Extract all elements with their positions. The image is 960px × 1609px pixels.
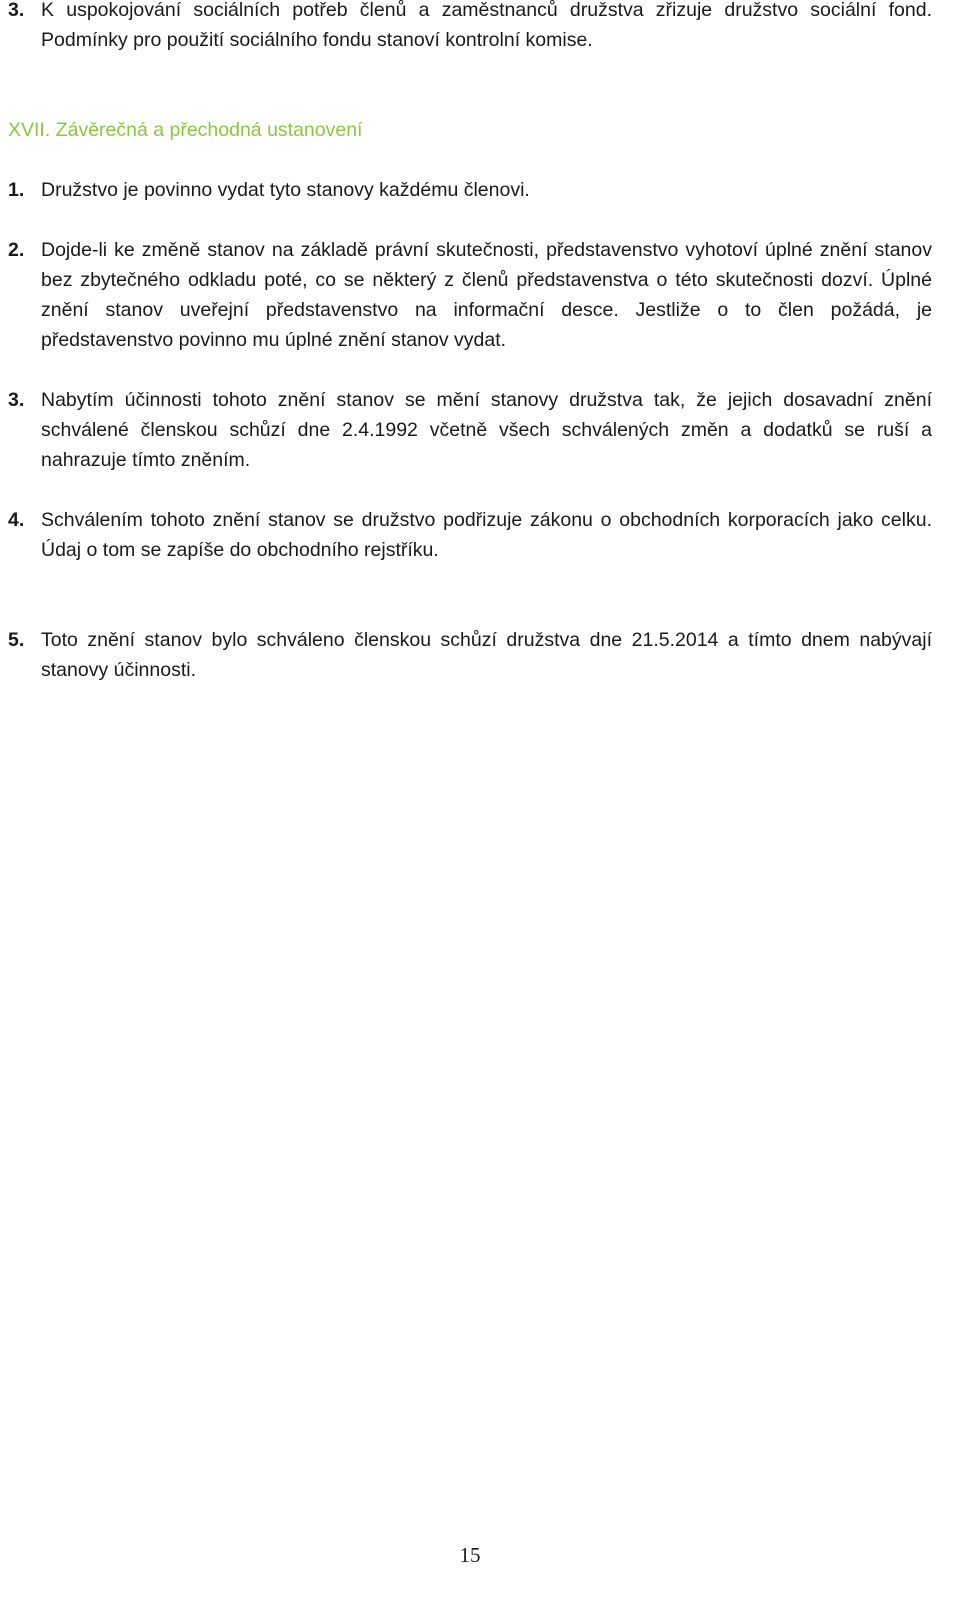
paragraph-intro-3 <box>8 0 932 55</box>
paragraph-text: Schválením tohoto znění stanov se družstvo podřizuje zákonu o obchodních korporacích jako celku. Údaj o tom se zapíše do obchodního rejstříku. <box>41 509 932 561</box>
paragraph-text: Nabytím účinnosti tohoto znění stanov se mění stanovy družstva tak, že jejich dosavadní znění schválené členskou schůzí dne 2.4.1992 včetně všech schválených změn a dodatků se ruší a nahrazuje tímto zněním. <box>41 389 932 471</box>
paragraph-number: 4. <box>8 509 25 531</box>
paragraph-text: Toto znění stanov bylo schváleno členskou schůzí družstva dne 21.5.2014 a tímto dnem nabývají stanovy účinnosti. <box>41 629 932 681</box>
paragraph-item-2 <box>8 235 932 355</box>
section-heading: XVII. Závěrečná a přechodná ustanovení <box>8 119 363 141</box>
paragraph-item-1 <box>8 175 932 205</box>
paragraph-number: 5. <box>8 629 25 651</box>
paragraph-number: 3. <box>8 0 25 21</box>
paragraph-text: K uspokojování sociálních potřeb členů a zaměstnanců družstva zřizuje družstvo sociální fond. Podmínky pro použití sociálního fondu stanoví kontrolní komise. <box>41 0 932 51</box>
paragraph-item-4 <box>8 505 932 565</box>
paragraph-item-3 <box>8 385 932 475</box>
paragraph-number: 1. <box>8 179 25 201</box>
paragraph-text: Dojde-li ke změně stanov na základě právní skutečnosti, představenstvo vyhotoví úplné znění stanov bez zbytečného odkladu poté, co se některý z členů představenstva o této skutečnosti dozví. Úplné znění stanov uveřejní představenstvo na informační desce. Jestliže o to člen požádá, je představenstvo povinno mu úplné znění stanov vydat. <box>41 239 932 351</box>
page-number: 15 <box>459 1543 481 1567</box>
paragraph-number: 3. <box>8 389 25 411</box>
paragraph-text: Družstvo je povinno vydat tyto stanovy každému členovi. <box>41 179 530 201</box>
paragraph-number: 2. <box>8 239 25 261</box>
paragraph-item-5 <box>8 625 932 685</box>
